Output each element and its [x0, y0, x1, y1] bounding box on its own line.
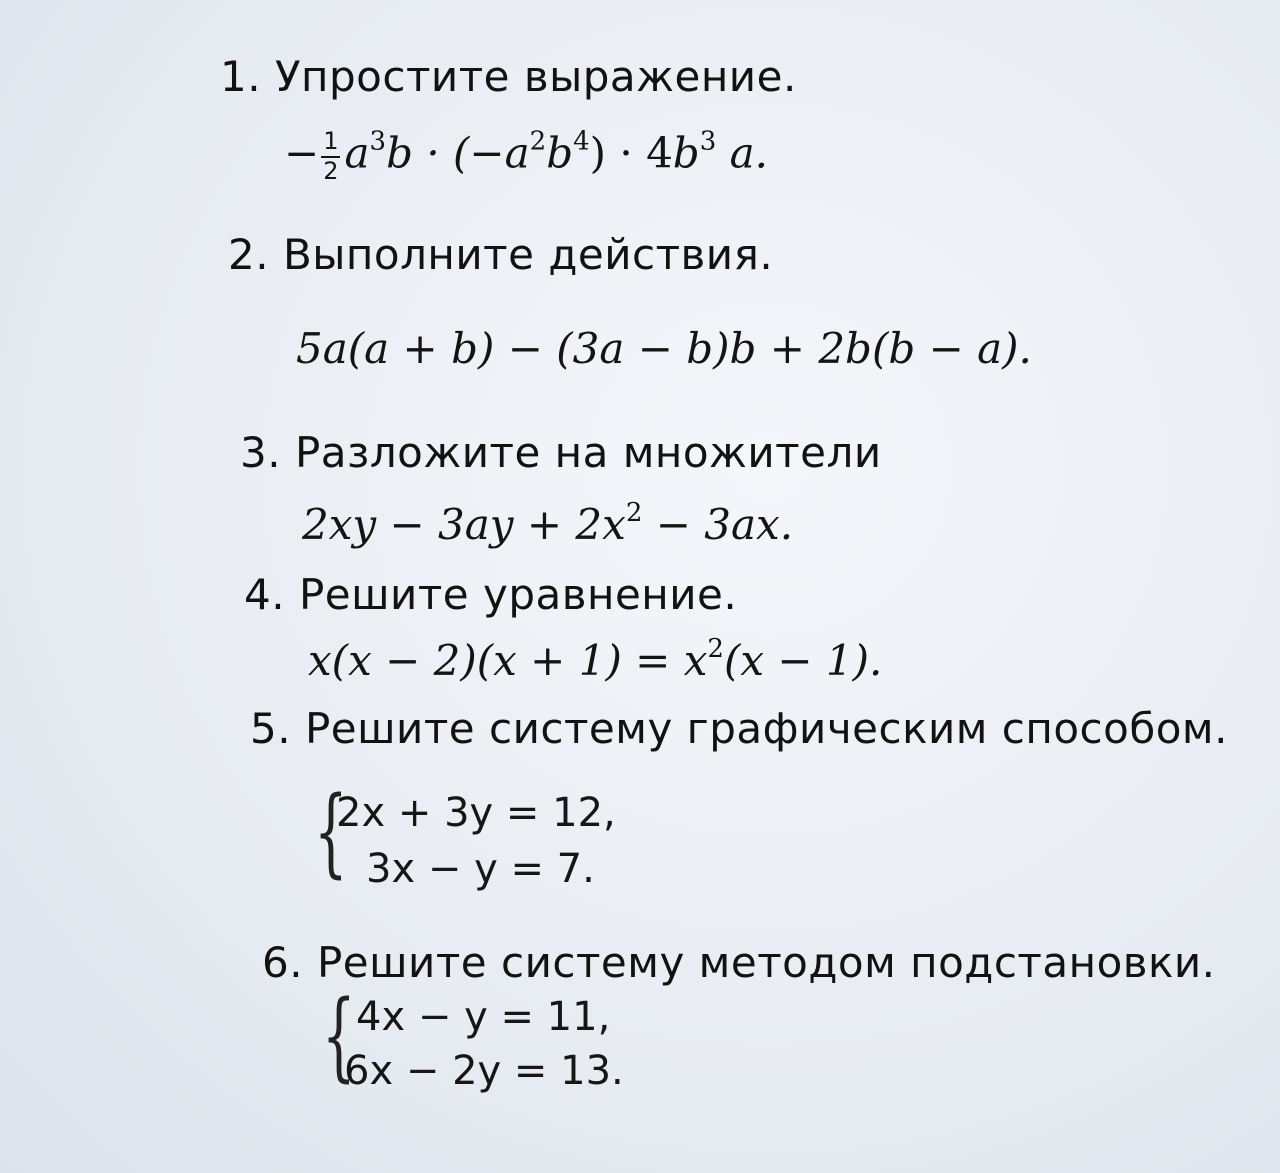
task-5-number: 5.: [250, 704, 292, 753]
task-4-number: 4.: [244, 570, 286, 619]
task-2-title: [228, 230, 773, 279]
task-6-equation-2: 6x − 2y = 13.: [344, 1048, 624, 1094]
task-5-title: [250, 704, 1228, 753]
task-3-number: 3.: [240, 428, 282, 477]
task-5-equation-1: 2x + 3y = 12,: [336, 790, 616, 836]
task-3-expression: $2xy - 3ay + 2x^2 - 3ax$.: [302, 498, 794, 549]
task-6-number: 6.: [262, 938, 304, 987]
task-2-text: Выполните действия.: [282, 230, 774, 279]
task-1-expression: − $\frac{1}{2}$ $a^3b \cdot (-a^2b^4) \cdot 4b^3$ a.: [284, 126, 768, 185]
task-1-text: Упростите выражение.: [274, 52, 797, 101]
task-4-text: Решите уравнение.: [298, 570, 738, 619]
task-5-system: [314, 776, 654, 900]
task-1-title: [220, 52, 797, 101]
system-brace: {: [322, 980, 356, 1092]
task-3-text: Разложите на множители: [294, 428, 882, 477]
task-4-expression: $x(x - 2)(x + 1) = x^2(x - 1)$.: [308, 634, 883, 685]
task-2-expression: 5a(a + b) − (3a − b)b + 2b(b − a).: [296, 324, 1032, 373]
task-2-number: 2.: [228, 230, 270, 279]
task-5-text: Решите систему графическим способом.: [304, 704, 1228, 753]
task-6-equation-1: 4x − y = 11,: [356, 994, 611, 1040]
task-5-equation-2: 3x − y = 7.: [366, 846, 595, 892]
task-6-system: [322, 980, 662, 1104]
task-3-title: [240, 428, 882, 477]
task-6-text: Решите систему методом подстановки.: [316, 938, 1216, 987]
task-1-number: 1.: [220, 52, 262, 101]
system-brace: {: [314, 776, 348, 888]
task-6-title: [262, 938, 1216, 987]
fraction-one-half: $\frac{1}{2}$: [323, 127, 339, 185]
task-4-title: [244, 570, 737, 619]
